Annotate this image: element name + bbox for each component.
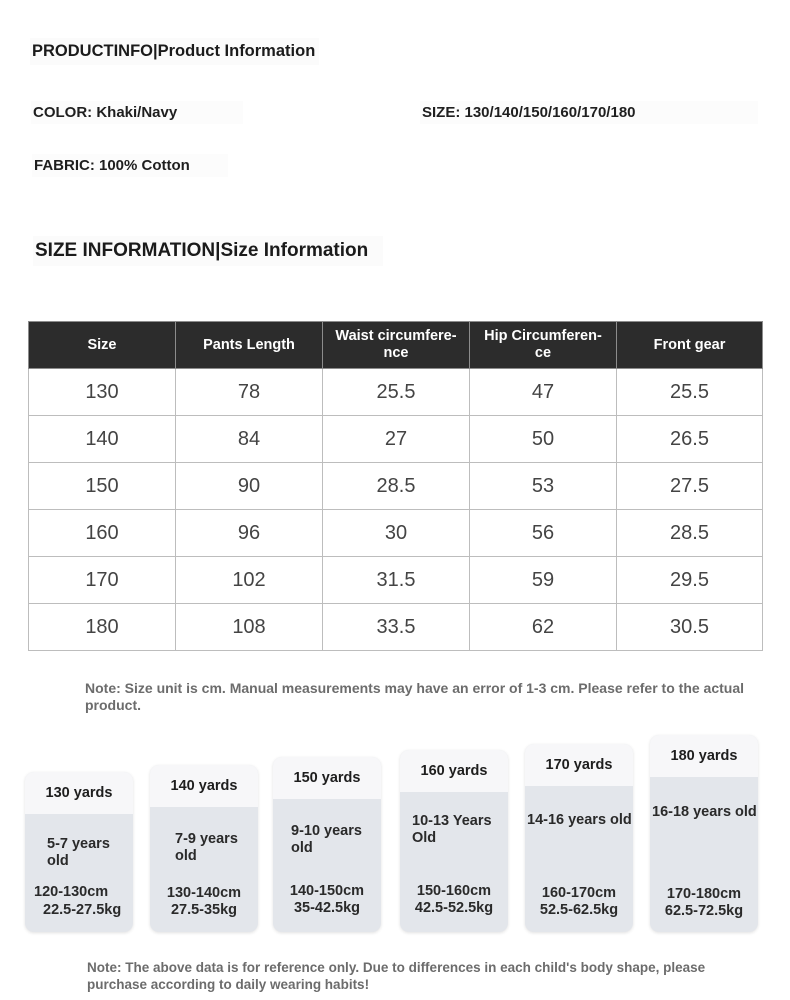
card-title: 130 yards [25, 772, 133, 814]
table-row [29, 557, 763, 604]
table-cell: 108 [176, 604, 323, 651]
card-weight: 42.5-52.5kg [414, 900, 494, 916]
card-weight: 27.5-35kg [170, 902, 238, 918]
table-cell: 59 [470, 557, 617, 604]
table-cell: 62 [470, 604, 617, 651]
table-cell: 90 [176, 463, 323, 510]
card-body [273, 799, 381, 932]
table-cell: 180 [29, 604, 176, 651]
header-pants-length: Pants Length [176, 322, 323, 369]
table-cell: 29.5 [617, 557, 763, 604]
table-cell: 170 [29, 557, 176, 604]
size-table [28, 321, 763, 651]
card-height: 120-130cm [34, 884, 109, 900]
size-info-title: SIZE INFORMATION|Size Information [33, 236, 383, 266]
header-front-gear: Front gear [617, 322, 763, 369]
size-card-140 [150, 765, 258, 932]
card-height: 130-140cm [166, 885, 242, 901]
card-body [525, 786, 633, 932]
color-label: COLOR: Khaki/Navy [31, 101, 243, 124]
size-card-160 [400, 750, 508, 932]
header-hip: Hip Circumferen- ce [470, 322, 617, 369]
table-cell: 78 [176, 369, 323, 416]
table-cell: 84 [176, 416, 323, 463]
card-title: 180 yards [650, 735, 758, 777]
measurement-note: Note: Size unit is cm. Manual measurements may have an error of 1-3 cm. Please refer to the actual product. [85, 680, 745, 713]
table-cell: 47 [470, 369, 617, 416]
table-cell: 130 [29, 369, 176, 416]
table-cell: 28.5 [617, 510, 763, 557]
card-body [400, 792, 508, 932]
table-row [29, 463, 763, 510]
card-weight: 22.5-27.5kg [43, 902, 122, 918]
table-cell: 102 [176, 557, 323, 604]
card-weight: 62.5-72.5kg [664, 903, 744, 919]
card-age: 5-7 years old [47, 836, 110, 869]
card-title: 170 yards [525, 744, 633, 786]
card-age: 16-18 years old [652, 804, 757, 820]
header-waist: Waist circumfere- nce [323, 322, 470, 369]
table-header-row [29, 322, 763, 369]
table-cell: 25.5 [323, 369, 470, 416]
card-age: 9-10 years old [291, 823, 362, 856]
product-info-title: PRODUCTINFO|Product Information [30, 38, 319, 65]
table-cell: 30 [323, 510, 470, 557]
table-cell: 30.5 [617, 604, 763, 651]
table-cell: 26.5 [617, 416, 763, 463]
table-cell: 140 [29, 416, 176, 463]
reference-note: Note: The above data is for reference only. Due to differences in each child's body shape, please purchase according to daily wearing habits! [87, 960, 706, 992]
card-age: 7-9 years old [175, 831, 238, 864]
table-row [29, 510, 763, 557]
card-height: 170-180cm [666, 886, 742, 902]
table-cell: 28.5 [323, 463, 470, 510]
table-cell: 27 [323, 416, 470, 463]
card-weight: 35-42.5kg [293, 900, 361, 916]
table-cell: 150 [29, 463, 176, 510]
size-card-150 [273, 757, 381, 932]
size-card-170 [525, 744, 633, 932]
table-cell: 50 [470, 416, 617, 463]
card-age: 10-13 Years Old [412, 813, 492, 846]
card-weight: 52.5-62.5kg [539, 902, 619, 918]
table-cell: 33.5 [323, 604, 470, 651]
size-card-130 [25, 772, 133, 932]
card-title: 150 yards [273, 757, 381, 799]
card-body [25, 814, 133, 932]
table-cell: 25.5 [617, 369, 763, 416]
card-body [150, 807, 258, 932]
card-height: 140-150cm [289, 883, 365, 899]
table-cell: 160 [29, 510, 176, 557]
table-cell: 53 [470, 463, 617, 510]
table-row [29, 369, 763, 416]
card-title: 140 yards [150, 765, 258, 807]
table-cell: 96 [176, 510, 323, 557]
card-body [650, 777, 758, 932]
header-size: Size [29, 322, 176, 369]
card-age: 14-16 years old [527, 812, 632, 828]
table-cell: 27.5 [617, 463, 763, 510]
card-title: 160 yards [400, 750, 508, 792]
table-cell: 31.5 [323, 557, 470, 604]
card-height: 160-170cm [541, 885, 617, 901]
table-row [29, 604, 763, 651]
table-cell: 56 [470, 510, 617, 557]
fabric-label: FABRIC: 100% Cotton [32, 154, 228, 177]
size-card-180 [650, 735, 758, 932]
size-label: SIZE: 130/140/150/160/170/180 [420, 101, 758, 124]
card-height: 150-160cm [416, 883, 492, 899]
table-row [29, 416, 763, 463]
